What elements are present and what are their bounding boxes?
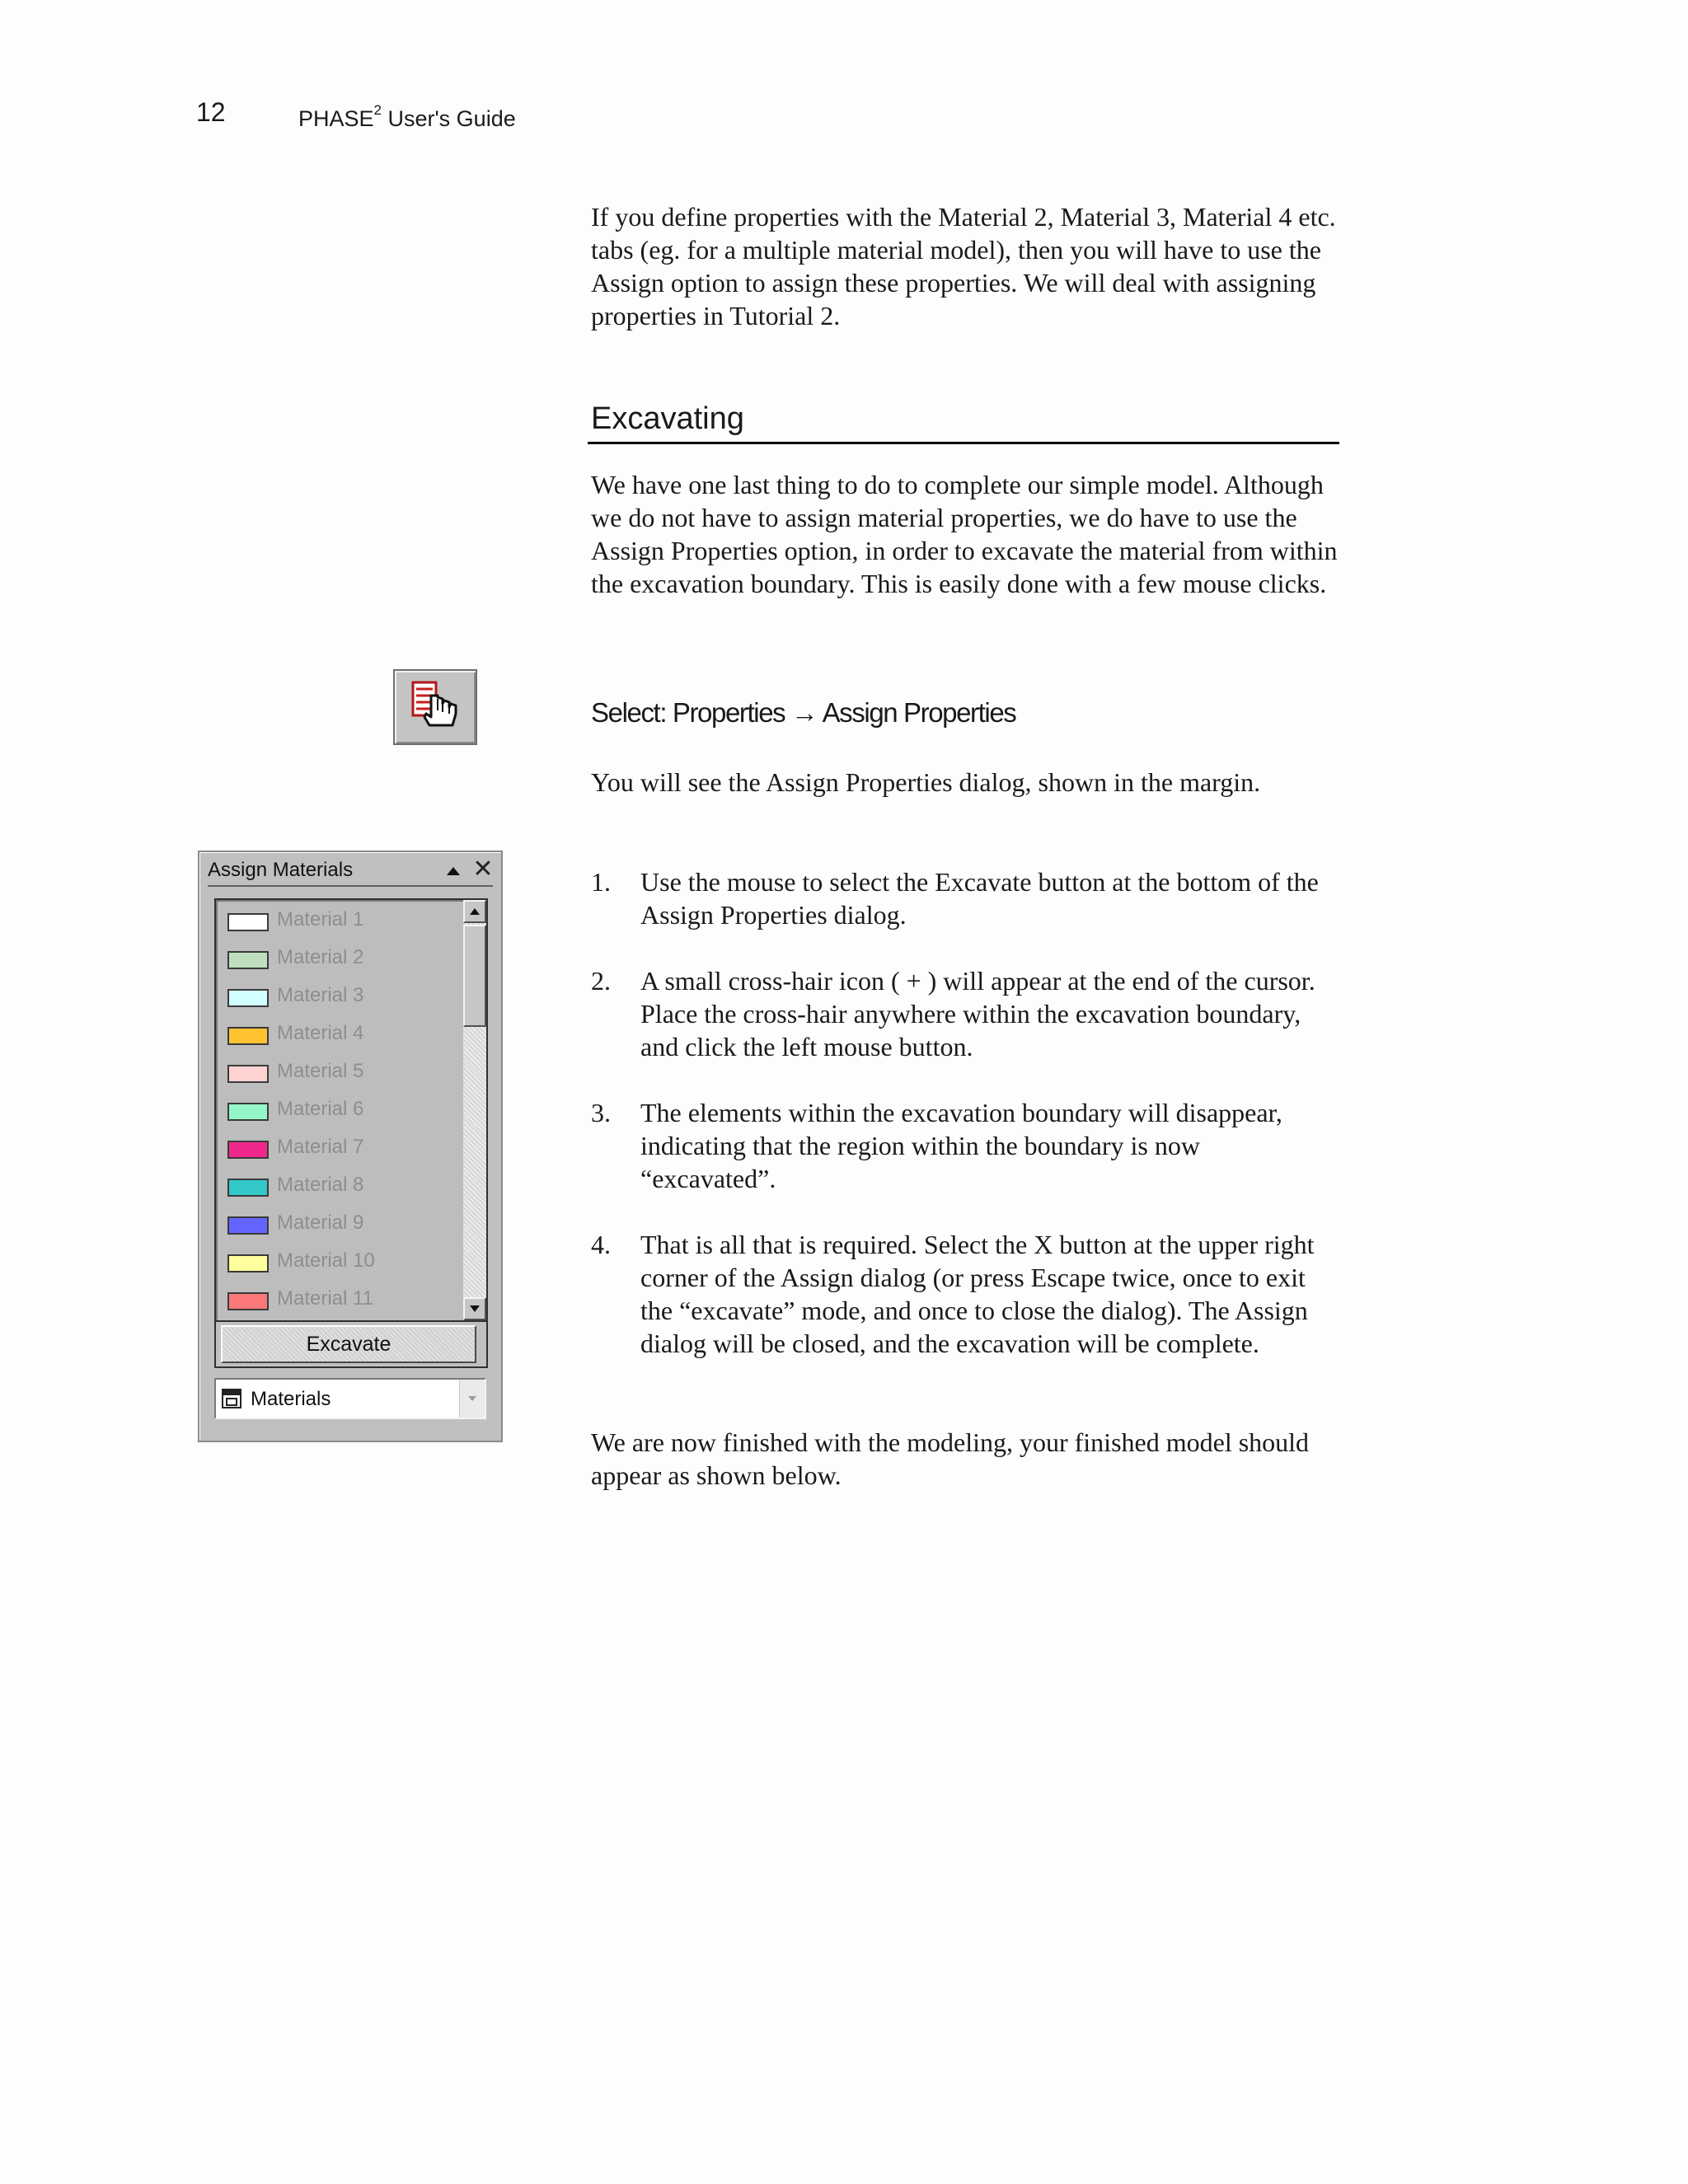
arrow-up-icon xyxy=(465,902,485,921)
scroll-down-button[interactable] xyxy=(463,1297,486,1320)
section-heading xyxy=(588,398,1339,444)
step-item xyxy=(591,865,1341,931)
final-paragraph: We are now finished with the modeling, your finished model should appear as shown below. xyxy=(591,1427,1310,1490)
color-swatch xyxy=(227,1216,269,1235)
step-item xyxy=(591,1096,1341,1195)
color-swatch xyxy=(227,1141,269,1159)
list-item-material-4[interactable] xyxy=(226,1014,457,1052)
color-swatch xyxy=(227,1292,269,1310)
step-number: 2. xyxy=(591,966,611,996)
title-main: PHASE xyxy=(298,106,374,131)
step-number: 1. xyxy=(591,867,611,897)
materials-icon xyxy=(221,1388,242,1409)
title-superscript: 2 xyxy=(373,102,382,118)
material-label: Material 11 xyxy=(277,1287,373,1310)
scrollbar-thumb[interactable] xyxy=(463,925,486,1027)
list-item-material-9[interactable] xyxy=(226,1203,457,1241)
intro-paragraph: If you define properties with the Material 2, Material 3, Material 4 etc. tabs (eg. for a multiple material model), then you will have to use the Assign option to assign these properties. We will deal with assigning properties in Tutorial 2. xyxy=(591,202,1336,330)
step-text: That is all that is required. Select the X button at the upper right corner of the Assign dialog (or press Escape twice, once to exit the “excavate” mode, and once to close the dialog). The Assign dialog will be closed, and the excavation will be complete. xyxy=(640,1230,1315,1358)
color-swatch xyxy=(227,989,269,1007)
step-text: A small cross-hair icon ( + ) will appear at the end of the cursor. Place the cross-hair anywhere within the excavation boundary, and click the left mouse button. xyxy=(640,966,1315,1062)
page-number: 12 xyxy=(196,97,226,127)
materials-dropdown[interactable] xyxy=(214,1378,486,1419)
dialog-title: Assign Materials xyxy=(208,859,354,881)
list-item-material-11[interactable] xyxy=(226,1279,457,1317)
list-item-material-8[interactable] xyxy=(226,1165,457,1203)
title-rest: User's Guide xyxy=(382,106,516,131)
list-item-material-7[interactable] xyxy=(226,1127,457,1165)
list-item-material-10[interactable] xyxy=(226,1241,457,1279)
select-instruction: Select: Properties → Assign Properties xyxy=(591,697,1016,728)
color-swatch xyxy=(227,1027,269,1045)
close-button[interactable]: ✕ xyxy=(472,855,494,883)
step-text: Use the mouse to select the Excavate button at the bottom of the Assign Properties dialog. xyxy=(640,867,1319,930)
paragraph-excavating: We have one last thing to do to complete our simple model. Although we do not have to assign material properties, we do have to use the Assign Properties option, in order to excavate the material from within the excavation boundary. This is easily done with a few mouse clicks. xyxy=(591,470,1338,598)
dropdown-arrow[interactable] xyxy=(459,1380,485,1418)
excavate-button[interactable]: Excavate xyxy=(221,1325,476,1363)
step-item xyxy=(591,1228,1341,1360)
material-label: Material 2 xyxy=(277,946,364,968)
material-label: Material 1 xyxy=(277,908,364,930)
chevron-down-icon xyxy=(460,1380,485,1418)
dialog-title-bar xyxy=(208,857,493,887)
list-item-material-2[interactable] xyxy=(226,938,457,976)
assign-properties-icon xyxy=(395,671,476,743)
color-swatch xyxy=(227,1103,269,1121)
material-label: Material 5 xyxy=(277,1060,364,1082)
collapse-arrow-icon[interactable] xyxy=(443,860,463,882)
color-swatch xyxy=(227,1179,269,1197)
color-swatch xyxy=(227,913,269,931)
arrow-down-icon xyxy=(465,1299,485,1319)
color-swatch xyxy=(227,951,269,969)
material-label: Material 10 xyxy=(277,1249,375,1272)
material-label: Material 8 xyxy=(277,1174,364,1196)
step-item xyxy=(591,964,1341,1063)
section-title: Excavating xyxy=(591,401,744,436)
material-label: Material 7 xyxy=(277,1136,364,1158)
assign-properties-button[interactable] xyxy=(393,669,477,745)
paragraph-dialog-note: You will see the Assign Properties dialog, shown in the margin. xyxy=(591,767,1261,797)
list-item-material-1[interactable] xyxy=(226,900,457,938)
materials-list xyxy=(214,898,488,1322)
material-label: Material 6 xyxy=(277,1098,364,1120)
color-swatch xyxy=(227,1254,269,1272)
color-swatch xyxy=(227,1065,269,1083)
scroll-up-button[interactable] xyxy=(463,900,486,923)
assign-materials-dialog xyxy=(198,851,503,1442)
list-scrollbar[interactable] xyxy=(463,900,486,1320)
list-item-material-6[interactable] xyxy=(226,1090,457,1127)
list-item-material-3[interactable] xyxy=(226,976,457,1014)
step-number: 3. xyxy=(591,1098,611,1127)
step-text: The elements within the excavation boundary will disappear, indicating that the region within the boundary is now “excavated”. xyxy=(640,1098,1282,1193)
dropdown-value: Materials xyxy=(251,1388,331,1410)
material-label: Material 9 xyxy=(277,1212,364,1234)
running-title xyxy=(298,102,516,132)
material-label: Material 4 xyxy=(277,1022,364,1044)
step-number: 4. xyxy=(591,1230,611,1259)
steps-list xyxy=(591,865,1341,1393)
list-item-material-5[interactable] xyxy=(226,1052,457,1090)
material-label: Material 3 xyxy=(277,984,364,1006)
